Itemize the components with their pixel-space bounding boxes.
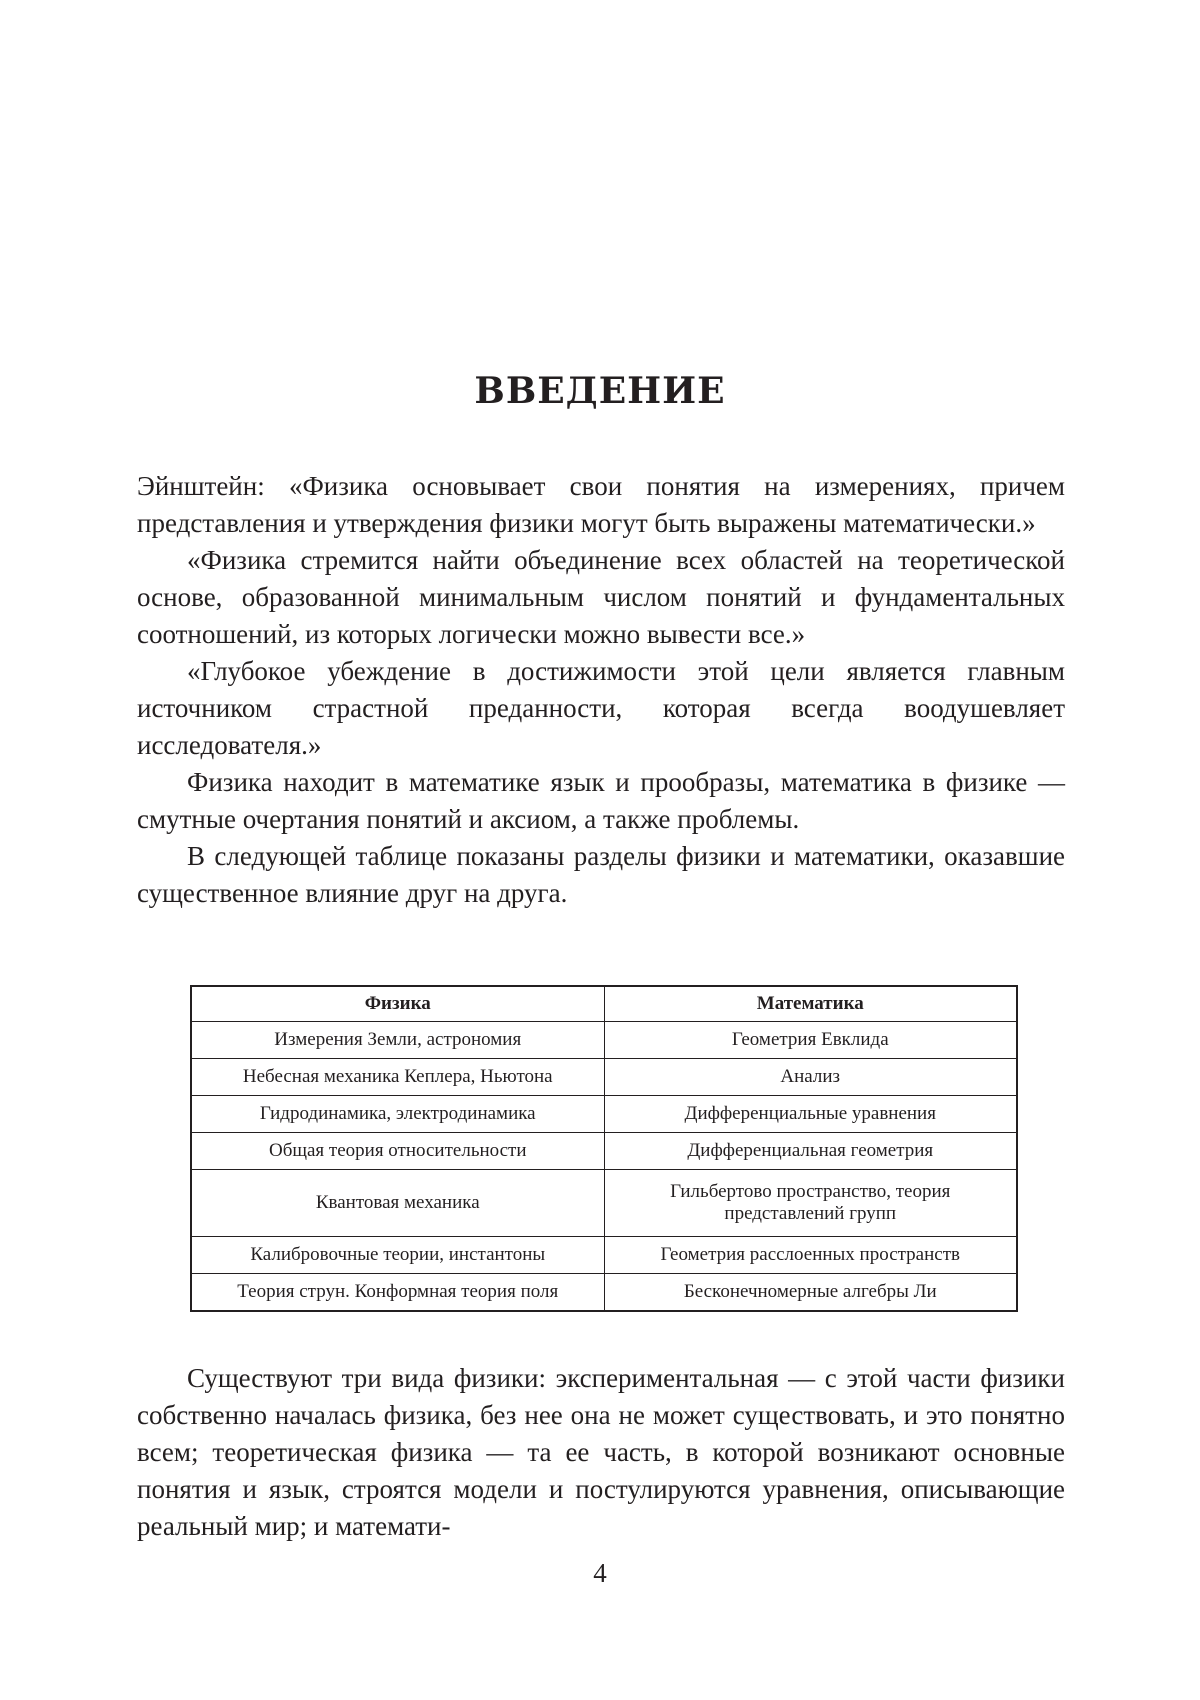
cell-physics: Калибровочные теории, инстантоны [191, 1237, 604, 1274]
table-row [191, 1274, 1017, 1312]
table-row [191, 1237, 1017, 1274]
table-row [191, 1059, 1017, 1096]
book-page [0, 0, 1200, 1700]
cell-physics: Квантовая механика [191, 1170, 604, 1237]
header-math: Математика [604, 986, 1017, 1022]
cell-math: Бесконечномерные алгебры Ли [604, 1274, 1017, 1312]
paragraph-physics-math: Физика находит в математике язык и прообразы, математика в физике — смутные очертания понятий и аксиом, а также проблемы. [137, 764, 1065, 838]
cell-math: Гильбертово пространство, теория представлений групп [604, 1170, 1017, 1237]
cell-physics: Теория струн. Конформная теория поля [191, 1274, 604, 1312]
cell-math: Геометрия расслоенных пространств [604, 1237, 1017, 1274]
chapter-title: ВВЕДЕНИЕ [0, 370, 1200, 412]
paragraph-einstein-quote-1: Эйнштейн: «Физика основывает свои понятия на измерениях, причем представления и утверждения физики могут быть выражены математически.» [137, 468, 1065, 542]
cell-math: Дифференциальная геометрия [604, 1133, 1017, 1170]
page-number: 4 [0, 1558, 1200, 1589]
cell-math: Геометрия Евклида [604, 1022, 1017, 1059]
table-row [191, 1133, 1017, 1170]
cell-physics: Гидродинамика, электродинамика [191, 1096, 604, 1133]
paragraph-einstein-quote-3: «Глубокое убеждение в достижимости этой цели является главным источником страстной преданности, которая всегда воодушевляет исследователя.» [137, 653, 1065, 764]
table-header-row [191, 986, 1017, 1022]
cell-math: Анализ [604, 1059, 1017, 1096]
paragraph-einstein-quote-2: «Физика стремится найти объединение всех областей на теоретической основе, образованной минимальным числом понятий и фундаментальных соотношений, из которых логически можно вывести все.» [137, 542, 1065, 653]
paragraph-three-kinds: Существуют три вида физики: экспериментальная — с этой части физики собственно началась физика, без нее она не может существовать, и это понятно всем; теоретическая физика — та ее часть, в которой возникают основные понятия и язык, строятся модели и постулируются уравнения, описывающие реальный мир; и математи- [137, 1360, 1065, 1545]
cell-physics: Измерения Земли, астрономия [191, 1022, 604, 1059]
header-physics: Физика [191, 986, 604, 1022]
physics-math-table [190, 985, 1018, 1312]
paragraph-table-intro: В следующей таблице показаны разделы физики и математики, оказавшие существенное влияние друг на друга. [137, 838, 1065, 912]
cell-math: Дифференциальные уравнения [604, 1096, 1017, 1133]
continuation-text-block [137, 1360, 1065, 1545]
cell-physics: Общая теория относительности [191, 1133, 604, 1170]
table-row [191, 1022, 1017, 1059]
cell-physics: Небесная механика Кеплера, Ньютона [191, 1059, 604, 1096]
table-row [191, 1170, 1017, 1237]
intro-text-block [137, 468, 1065, 912]
table-row [191, 1096, 1017, 1133]
